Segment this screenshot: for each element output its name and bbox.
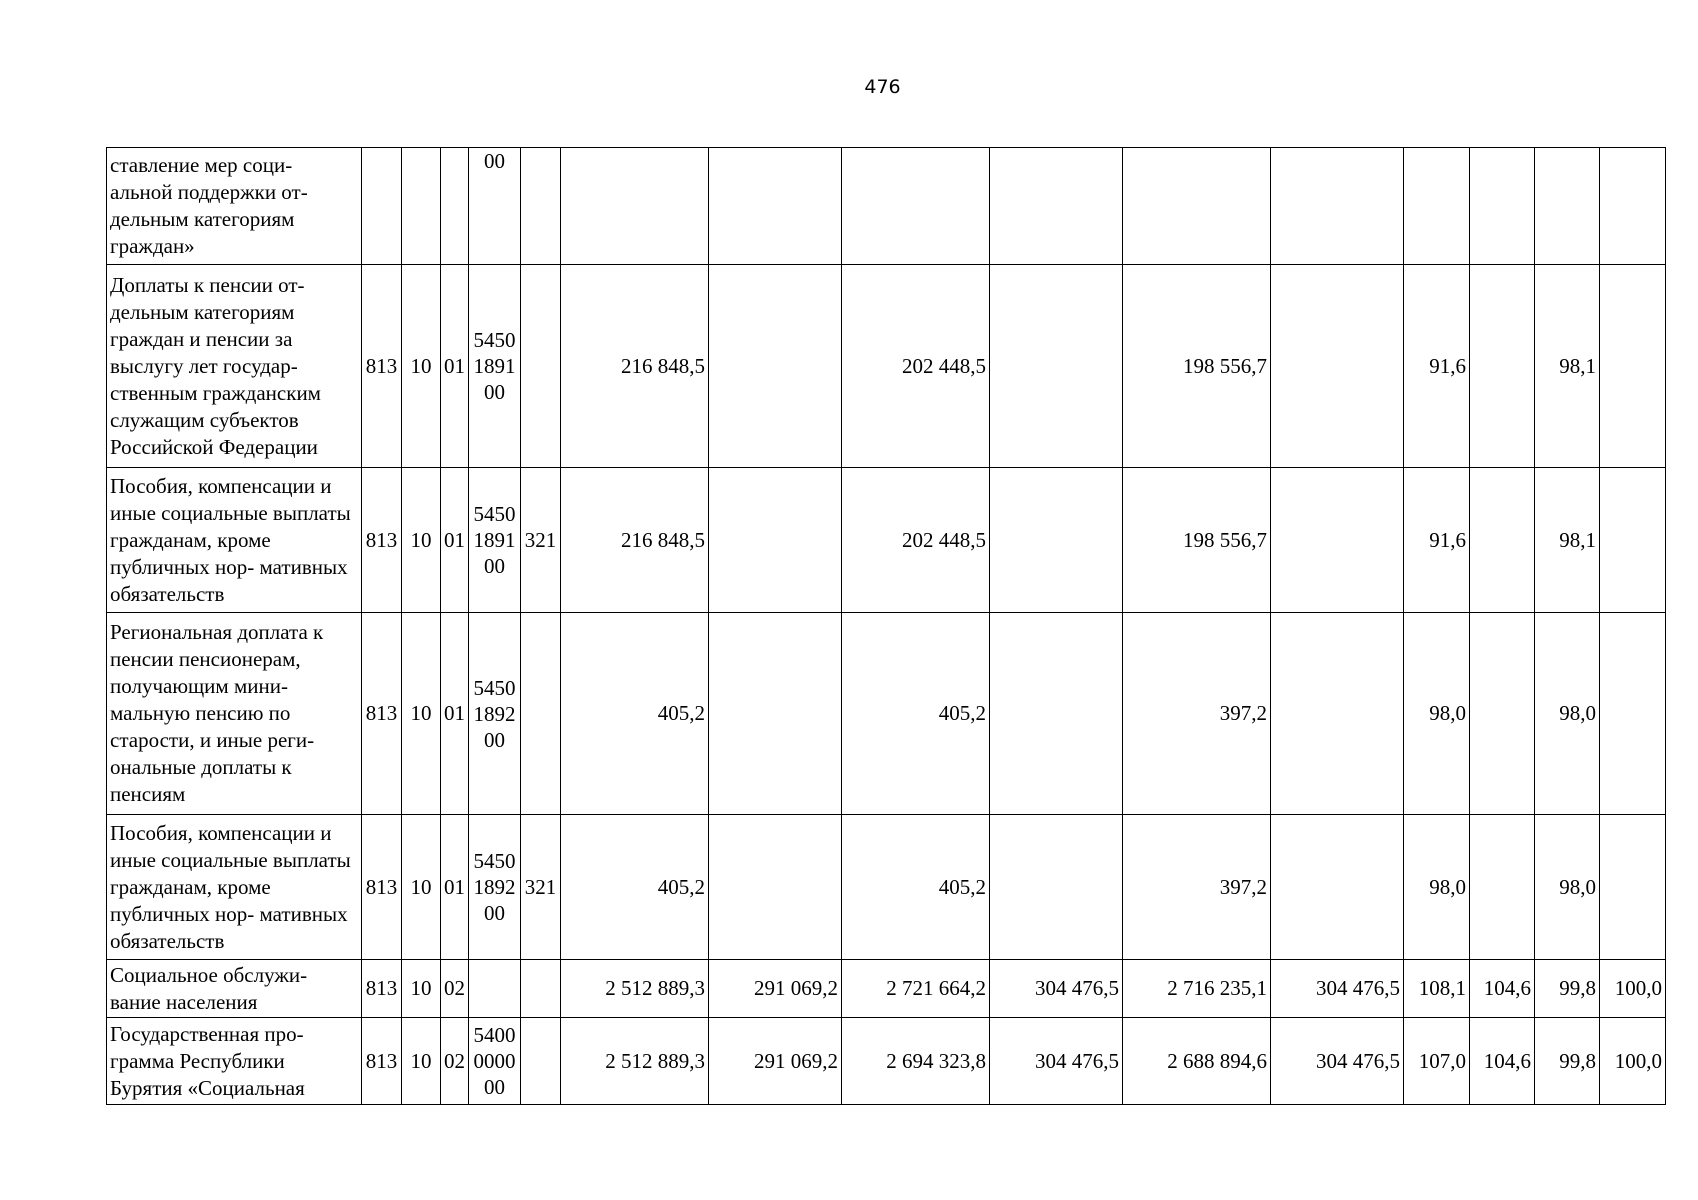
percent-col-3: 98,1 (1535, 468, 1600, 613)
value-col-6 (1271, 265, 1404, 468)
percent-col-1: 91,6 (1404, 265, 1470, 468)
ved-code: 813 (362, 613, 402, 815)
value-col-3: 2 721 664,2 (842, 960, 990, 1018)
value-col-4 (990, 815, 1123, 960)
value-col-1: 216 848,5 (561, 468, 709, 613)
value-col-5: 2 688 894,6 (1123, 1018, 1271, 1105)
percent-col-1: 98,0 (1404, 613, 1470, 815)
subsection-code: 01 (441, 815, 469, 960)
table-body (107, 148, 1666, 1105)
row-name-text: Социальное обслужи- вание населения (110, 962, 308, 1014)
row-name-text: Пособия, компенсации и иные социальные выплаты гражданам, кроме публичных нор- мативных обязательств (110, 473, 351, 606)
section-code: 10 (402, 815, 441, 960)
value-col-6 (1271, 613, 1404, 815)
value-col-5: 397,2 (1123, 613, 1271, 815)
ved-code: 813 (362, 960, 402, 1018)
section-code: 10 (402, 468, 441, 613)
expense-type-code (521, 148, 561, 265)
value-col-4 (990, 613, 1123, 815)
table-row (107, 960, 1666, 1018)
value-col-5: 397,2 (1123, 815, 1271, 960)
value-col-2 (709, 613, 842, 815)
row-name (107, 468, 362, 613)
row-name-text: Пособия, компенсации и иные социальные выплаты гражданам, кроме публичных нор- мативных обязательств (110, 820, 351, 953)
value-col-3: 405,2 (842, 815, 990, 960)
ved-code: 813 (362, 815, 402, 960)
row-name (107, 1018, 362, 1105)
value-col-2: 291 069,2 (709, 960, 842, 1018)
subsection-code: 01 (441, 468, 469, 613)
value-col-2 (709, 815, 842, 960)
value-col-6 (1271, 468, 1404, 613)
page-number: 476 (864, 76, 901, 98)
expense-type-code: 321 (521, 468, 561, 613)
value-col-2 (709, 265, 842, 468)
table-row (107, 815, 1666, 960)
value-col-4 (990, 265, 1123, 468)
percent-col-3: 99,8 (1535, 960, 1600, 1018)
percent-col-2 (1470, 815, 1535, 960)
value-col-6 (1271, 148, 1404, 265)
expense-type-code: 321 (521, 815, 561, 960)
section-code (402, 148, 441, 265)
percent-col-2 (1470, 613, 1535, 815)
value-col-4: 304 476,5 (990, 960, 1123, 1018)
target-article-code: 5450 1892 00 (469, 815, 521, 960)
table-row (107, 468, 1666, 613)
table-row (107, 148, 1666, 265)
value-col-1: 216 848,5 (561, 265, 709, 468)
row-name-text: ставление мер соци- альной поддержки от- дельным категориям граждан» (110, 153, 308, 258)
percent-col-2 (1470, 265, 1535, 468)
subsection-code (441, 148, 469, 265)
value-col-5: 198 556,7 (1123, 468, 1271, 613)
subsection-code: 01 (441, 265, 469, 468)
expense-type-code (521, 1018, 561, 1105)
target-article-code: 00 (469, 148, 521, 265)
ved-code (362, 148, 402, 265)
subsection-code: 02 (441, 1018, 469, 1105)
value-col-5: 2 716 235,1 (1123, 960, 1271, 1018)
ved-code: 813 (362, 265, 402, 468)
percent-col-1 (1404, 148, 1470, 265)
value-col-1: 405,2 (561, 815, 709, 960)
value-col-4: 304 476,5 (990, 1018, 1123, 1105)
value-col-3: 202 448,5 (842, 265, 990, 468)
percent-col-3: 98,0 (1535, 613, 1600, 815)
target-article-code (469, 960, 521, 1018)
value-col-2 (709, 148, 842, 265)
value-col-1 (561, 148, 709, 265)
percent-col-1: 108,1 (1404, 960, 1470, 1018)
percent-col-3: 99,8 (1535, 1018, 1600, 1105)
table-row (107, 1018, 1666, 1105)
percent-col-2: 104,6 (1470, 1018, 1535, 1105)
value-col-3: 405,2 (842, 613, 990, 815)
budget-execution-table (106, 147, 1666, 1105)
section-code: 10 (402, 1018, 441, 1105)
row-name-text: Государственная про- грамма Республики Бурятия «Социальная (110, 1021, 305, 1100)
value-col-2 (709, 468, 842, 613)
row-name-text: Доплаты к пенсии от- дельным категориям граждан и пенсии за выслугу лет государ- ственным гражданским служащим субъектов Российской Федерации (110, 272, 321, 459)
value-col-1: 2 512 889,3 (561, 960, 709, 1018)
target-article-code: 5400 0000 00 (469, 1018, 521, 1105)
target-article-code: 5450 1891 00 (469, 468, 521, 613)
subsection-code: 01 (441, 613, 469, 815)
value-col-1: 405,2 (561, 613, 709, 815)
percent-col-1: 98,0 (1404, 815, 1470, 960)
row-name (107, 613, 362, 815)
expense-type-code (521, 613, 561, 815)
value-col-3: 2 694 323,8 (842, 1018, 990, 1105)
value-col-5 (1123, 148, 1271, 265)
percent-col-4 (1600, 265, 1666, 468)
percent-col-4 (1600, 815, 1666, 960)
percent-col-4 (1600, 613, 1666, 815)
row-name (107, 265, 362, 468)
percent-col-2: 104,6 (1470, 960, 1535, 1018)
row-name-text: Региональная доплата к пенсии пенсионерам, получающим мини- мальную пенсию по старости, и иные реги- ональные доплаты к пенсиям (110, 620, 324, 806)
percent-col-2 (1470, 468, 1535, 613)
value-col-6: 304 476,5 (1271, 1018, 1404, 1105)
percent-col-1: 107,0 (1404, 1018, 1470, 1105)
table-row (107, 613, 1666, 815)
value-col-6 (1271, 815, 1404, 960)
percent-col-4: 100,0 (1600, 960, 1666, 1018)
row-name (107, 960, 362, 1018)
table-row (107, 265, 1666, 468)
section-code: 10 (402, 960, 441, 1018)
section-code: 10 (402, 265, 441, 468)
value-col-4 (990, 148, 1123, 265)
row-name (107, 148, 362, 265)
expense-type-code (521, 960, 561, 1018)
expense-type-code (521, 265, 561, 468)
ved-code: 813 (362, 1018, 402, 1105)
value-col-5: 198 556,7 (1123, 265, 1271, 468)
target-article-code: 5450 1891 00 (469, 265, 521, 468)
percent-col-4 (1600, 148, 1666, 265)
value-col-4 (990, 468, 1123, 613)
value-col-6: 304 476,5 (1271, 960, 1404, 1018)
value-col-2: 291 069,2 (709, 1018, 842, 1105)
value-col-3: 202 448,5 (842, 468, 990, 613)
percent-col-3 (1535, 148, 1600, 265)
subsection-code: 02 (441, 960, 469, 1018)
row-name (107, 815, 362, 960)
percent-col-4: 100,0 (1600, 1018, 1666, 1105)
percent-col-3: 98,0 (1535, 815, 1600, 960)
target-article-code: 5450 1892 00 (469, 613, 521, 815)
value-col-3 (842, 148, 990, 265)
section-code: 10 (402, 613, 441, 815)
percent-col-3: 98,1 (1535, 265, 1600, 468)
value-col-1: 2 512 889,3 (561, 1018, 709, 1105)
percent-col-2 (1470, 148, 1535, 265)
percent-col-1: 91,6 (1404, 468, 1470, 613)
percent-col-4 (1600, 468, 1666, 613)
ved-code: 813 (362, 468, 402, 613)
